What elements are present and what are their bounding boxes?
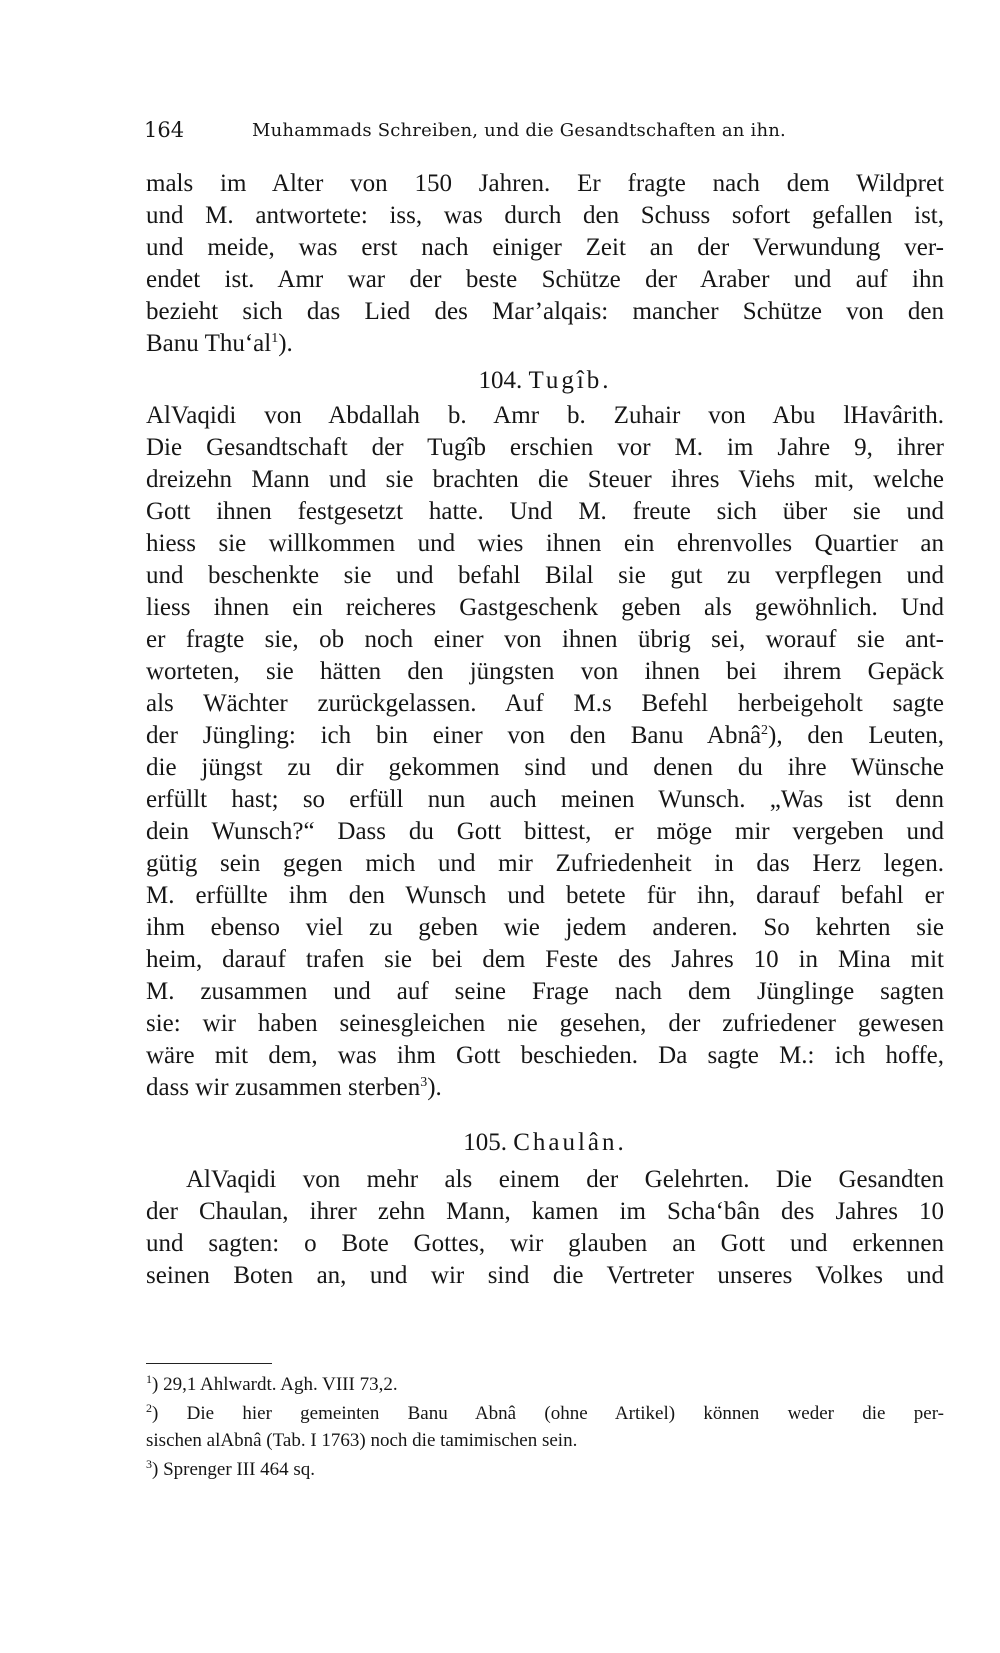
text-line: dein Wunsch?“ Dass du Gott bittest, er möge mir vergeben und — [146, 818, 944, 845]
page-header — [144, 118, 944, 148]
text-line: Gott ihnen festgesetzt hatte. Und M. freute sich über sie und — [146, 498, 944, 525]
text-line: und sagten: o Bote Gottes, wir glauben an Gott und erkennen — [146, 1230, 944, 1257]
text-line: endet ist. Amr war der beste Schütze der Araber und auf ihn — [146, 266, 944, 293]
text-fragment: dass wir zusammen sterben — [146, 1074, 421, 1101]
footnote-number-text: 2 — [146, 1401, 152, 1415]
text-line: Die Gesandtschaft der Tugîb erschien vor M. im Jahre 9, ihrer — [146, 434, 944, 461]
text-line: ihm ebenso viel zu geben wie jedem anderen. So kehrten sie — [146, 914, 944, 941]
footnote-2 — [146, 1401, 944, 1427]
footnote-number — [146, 1459, 158, 1480]
section-title: Chaulân. — [513, 1129, 627, 1156]
text-line — [146, 328, 944, 360]
text-line: und beschenkte sie und befahl Bilal sie gut zu verpflegen und — [146, 562, 944, 589]
text-fragment: ). — [278, 330, 293, 357]
footnote-ref: 3 — [420, 1075, 428, 1090]
text-line: liess ihnen ein reicheres Gastgeschenk geben als gewöhnlich. Und — [146, 594, 944, 621]
section-title: Tugîb. — [528, 367, 612, 394]
text-line: erfüllt hast; so erfüll nun auch meinen Wunsch. „Was ist denn — [146, 786, 944, 813]
text-line: M. zusammen und auf seine Frage nach dem Jünglinge sagten — [146, 978, 944, 1005]
footnote-ref: 1 — [271, 331, 279, 346]
text-line: bezieht sich das Lied des Mar’alqais: mancher Schütze von den — [146, 298, 944, 325]
text-line: gütig sein gegen mich und mir Zufriedenheit in das Herz legen. — [146, 850, 944, 877]
text-line: sie: wir haben seinesgleichen nie gesehen, der zufriedener gewesen — [146, 1010, 944, 1037]
running-title: Muhammads Schreiben, und die Gesandtschaften an ihn. — [252, 120, 786, 141]
text-line: heim, darauf trafen sie bei dem Feste des Jahres 10 in Mina mit — [146, 946, 944, 973]
text-line: als Wächter zurückgelassen. Auf M.s Befehl herbeigeholt sagte — [146, 690, 944, 717]
text-line: dreizehn Mann und sie brachten die Steuer ihres Viehs mit, welche — [146, 466, 944, 493]
section-number: 105. — [463, 1129, 507, 1156]
footnote-paren: ) — [152, 1374, 159, 1395]
footnote-text: Die hier gemeinten Banu Abnâ (ohne Artikel) können weder die per- — [186, 1403, 944, 1424]
text-line — [146, 1072, 944, 1104]
text-line: seinen Boten an, und wir sind die Vertreter unseres Volkes und — [146, 1262, 944, 1289]
text-line: AlVaqidi von mehr als einem der Gelehrten. Die Gesandten — [186, 1166, 944, 1193]
footnote-paren: ) — [152, 1403, 159, 1424]
footnote-ref: 2 — [761, 723, 769, 738]
page-number: 164 — [144, 118, 185, 142]
text-fragment: ). — [427, 1074, 442, 1101]
text-line: wäre mit dem, was ihm Gott beschieden. Da sagte M.: ich hoffe, — [146, 1042, 944, 1069]
text-line: und M. antwortete: iss, was durch den Schuss sofort gefallen ist, — [146, 202, 944, 229]
text-line: die jüngst zu dir gekommen sind und denen du ihre Wünsche — [146, 754, 944, 781]
text-line: er fragte sie, ob noch einer von ihnen übrig sei, worauf sie ant- — [146, 626, 944, 653]
text-line: M. erfüllte ihm den Wunsch und betete für ihn, darauf befahl er — [146, 882, 944, 909]
footnote-number — [146, 1403, 158, 1424]
text-line: AlVaqidi von Abdallah b. Amr b. Zuhair von Abu lHavârith. — [146, 402, 944, 429]
text-fragment: Banu Thu‘al — [146, 330, 272, 357]
text-line: der Chaulan, ihrer zehn Mann, kamen im Scha‘bân des Jahres 10 — [146, 1198, 944, 1225]
text-fragment: der Jüngling: ich bin einer von den Banu Abnâ — [146, 722, 762, 749]
footnote-number-text: 1 — [146, 1372, 152, 1386]
footnote-3 — [146, 1457, 944, 1483]
footnote-paren: ) — [152, 1459, 159, 1480]
text-line — [146, 720, 944, 752]
footnote-separator — [146, 1363, 272, 1364]
text-line: und meide, was erst nach einiger Zeit an der Verwundung ver- — [146, 234, 944, 261]
section-heading-104 — [146, 365, 944, 397]
section-number: 104. — [478, 367, 523, 394]
footnote-text: Sprenger III 464 sq. — [163, 1459, 316, 1480]
section-heading-105 — [146, 1127, 944, 1159]
footnote-text: 29,1 Ahlwardt. Agh. VIII 73,2. — [163, 1374, 398, 1395]
text-line: hiess sie willkommen und wies ihnen ein ehrenvolles Quartier an — [146, 530, 944, 557]
footnote-1 — [146, 1372, 944, 1398]
footnote-number — [146, 1374, 158, 1395]
text-fragment: ), den Leuten, — [768, 722, 944, 749]
text-line: worteten, sie hätten den jüngsten von ihnen bei ihrem Gepäck — [146, 658, 944, 685]
footnote-number-text: 3 — [146, 1457, 152, 1471]
text-line: mals im Alter von 150 Jahren. Er fragte nach dem Wildpret — [146, 170, 944, 197]
footnote-2-continued: sischen alAbnâ (Tab. I 1763) noch die tamimischen sein. — [146, 1430, 578, 1451]
